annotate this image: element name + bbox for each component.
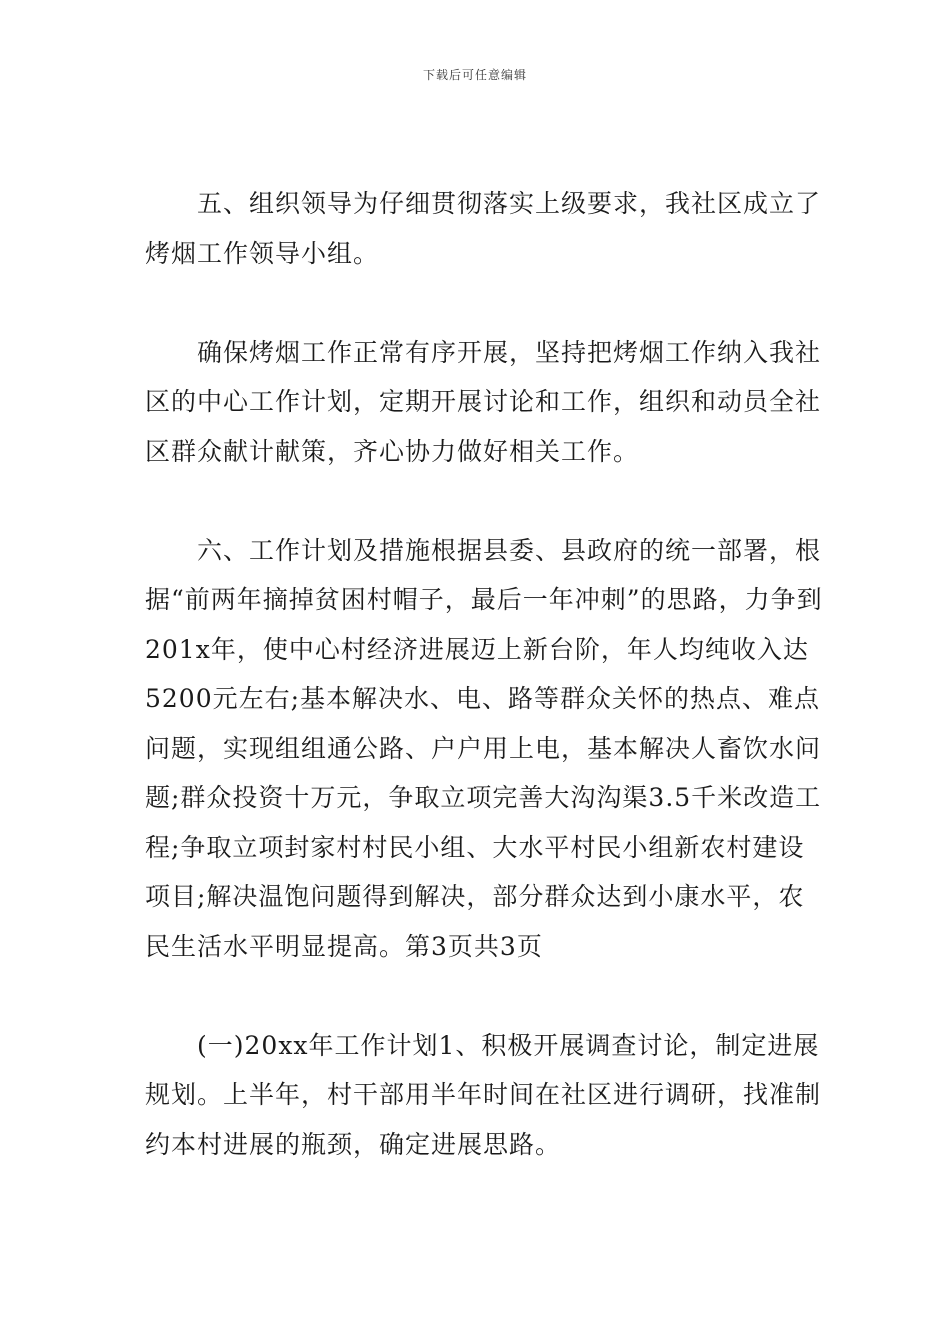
- paragraph-gap: [145, 476, 825, 526]
- document-body: [145, 179, 825, 1169]
- paragraph-gap: [145, 278, 825, 328]
- paragraph-organization: 五、组织领导为仔细贯彻落实上级要求，我社区成立了烤烟工作领导小组。: [145, 189, 822, 268]
- paragraph-work-plan: 六、工作计划及措施根据县委、县政府的统一部署，根据“前两年摘掉贫困村帽子，最后一年冲刺”的思路，力争到201x年，使中心村经济进展迈上新台阶，年人均纯收入达5200元左右;基本解决水、电、路等群众关怀的热点、难点问题，实现组组通公路、户户用上电，基本解决人畜饮水问题;群众投资十万元，争取立项完善大沟沟渠3.5千米改造工程;争取立项封家村村民小组、大水平村民小组新农村建设项目;解决温饱问题得到解决，部分群众达到小康水平，农民生活水平明显提高。第3页共3页: [145, 535, 823, 961]
- page-header: 下载后可任意编辑: [422, 68, 527, 82]
- paragraph-gap: [145, 971, 825, 1021]
- paragraph-tobacco-work: 确保烤烟工作正常有序开展，坚持把烤烟工作纳入我社区的中心工作计划，定期开展讨论和工作，组织和动员全社区群众献计献策，齐心协力做好相关工作。: [145, 337, 822, 466]
- paragraph-annual-plan: (一)20xx年工作计划1、积极开展调查讨论，制定进展规划。上半年，村干部用半年时间在社区进行调研，找准制约本村进展的瓶颈，确定进展思路。: [145, 1030, 822, 1159]
